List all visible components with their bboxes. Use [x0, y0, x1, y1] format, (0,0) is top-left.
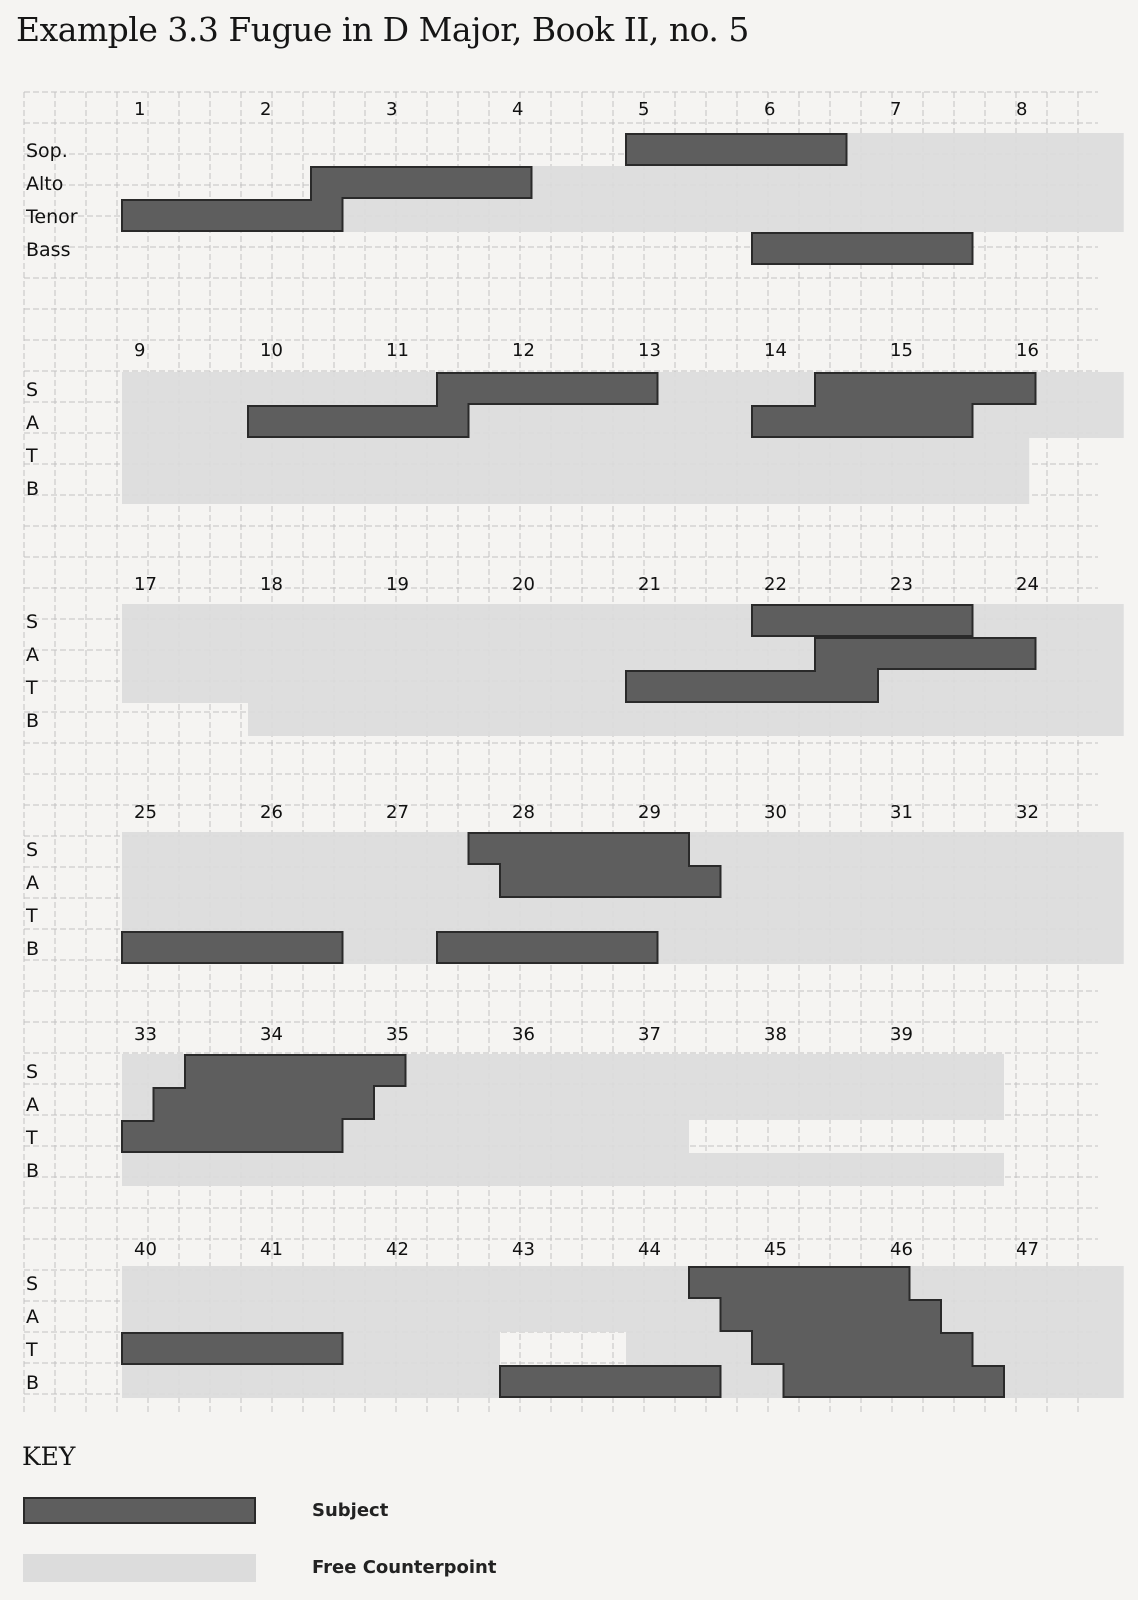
subject-entry-s — [752, 605, 973, 636]
measure-number: 9 — [134, 340, 146, 361]
measure-number: 22 — [764, 574, 787, 595]
voice-label: A — [26, 1094, 39, 1116]
measure-number: 38 — [764, 1024, 787, 1045]
voice-label: T — [26, 677, 38, 699]
measure-number: 46 — [890, 1239, 913, 1260]
free-counterpoint-band — [122, 438, 1029, 471]
free-counterpoint-band — [122, 1153, 1004, 1186]
subject-entry-b — [752, 233, 973, 264]
measure-number: 11 — [386, 340, 409, 361]
subject-entry-sat — [122, 1121, 343, 1152]
measure-number: 47 — [1016, 1239, 1039, 1260]
measure-number: 35 — [386, 1024, 409, 1045]
measure-number: 27 — [386, 802, 409, 823]
subject-entry-at — [122, 200, 343, 231]
subject-entry-b — [437, 932, 658, 963]
measure-number: 4 — [512, 99, 524, 120]
voice-label: Bass — [26, 239, 71, 261]
measure-number: 1 — [134, 99, 146, 120]
measure-number: 18 — [260, 574, 283, 595]
measure-number: 30 — [764, 802, 787, 823]
voice-label: Tenor — [26, 206, 78, 228]
measure-number: 41 — [260, 1239, 283, 1260]
voice-label: S — [26, 1061, 39, 1083]
measure-number: 23 — [890, 574, 913, 595]
voice-label: Alto — [26, 173, 64, 195]
measure-number: 10 — [260, 340, 283, 361]
subject-entry-as — [752, 406, 973, 437]
voice-label: T — [26, 445, 38, 467]
subject-entry-sa — [500, 866, 721, 897]
voice-label: Sop. — [26, 140, 68, 162]
subject-entry-sat — [185, 1055, 406, 1086]
subject-entry-satb — [784, 1366, 1005, 1397]
subject-entry-as — [437, 373, 658, 404]
measure-number: 36 — [512, 1024, 535, 1045]
measure-number: 42 — [386, 1239, 409, 1260]
measure-number: 21 — [638, 574, 661, 595]
subject-entry-sa — [469, 833, 690, 864]
subject-join — [722, 1296, 909, 1302]
free-counterpoint-band — [122, 471, 1029, 504]
measure-number: 5 — [638, 99, 650, 120]
subject-entry-satb — [721, 1300, 942, 1331]
measure-number: 44 — [638, 1239, 661, 1260]
subject-entry-b — [500, 1366, 721, 1397]
voice-label: A — [26, 644, 39, 666]
subject-entry-sat — [154, 1088, 375, 1119]
measure-number: 15 — [890, 340, 913, 361]
measure-number: 3 — [386, 99, 398, 120]
subject-entry-at — [311, 167, 532, 198]
measure-number: 34 — [260, 1024, 283, 1045]
free-counterpoint-band — [122, 1266, 1124, 1299]
voice-label: B — [26, 710, 40, 732]
voice-label: A — [26, 872, 39, 894]
voice-label: S — [26, 611, 39, 633]
subject-entry-as — [815, 373, 1036, 404]
subject-entry-ta — [626, 671, 878, 702]
measure-number: 19 — [386, 574, 409, 595]
subject-join — [753, 1329, 940, 1335]
measure-number: 45 — [764, 1239, 787, 1260]
free-counterpoint-band — [122, 1299, 1124, 1332]
measure-number: 31 — [890, 802, 913, 823]
free-counterpoint-band — [122, 898, 1124, 931]
measure-number: 24 — [1016, 574, 1039, 595]
measure-number: 12 — [512, 340, 535, 361]
measure-number: 8 — [1016, 99, 1028, 120]
subject-join — [816, 402, 972, 408]
voice-label: S — [26, 839, 39, 861]
voice-label: S — [26, 379, 39, 401]
measure-number: 7 — [890, 99, 902, 120]
key-subject-swatch — [23, 1497, 256, 1524]
measure-number: 20 — [512, 574, 535, 595]
voice-label: A — [26, 412, 39, 434]
measure-number: 33 — [134, 1024, 157, 1045]
voice-label: S — [26, 1273, 39, 1295]
measure-number: 17 — [134, 574, 157, 595]
measure-number: 26 — [260, 802, 283, 823]
free-counterpoint-band — [248, 703, 1124, 736]
measure-number: 25 — [134, 802, 157, 823]
subject-join — [312, 196, 342, 202]
subject-join — [438, 402, 468, 408]
voice-label: B — [26, 938, 40, 960]
subject-entry-satb — [689, 1267, 910, 1298]
voice-label: B — [26, 1160, 40, 1182]
key-title: KEY — [22, 1442, 76, 1471]
free-counterpoint-band — [122, 670, 1124, 703]
subject-entry-ta — [815, 638, 1036, 669]
measure-number: 13 — [638, 340, 661, 361]
subject-entry-b — [122, 932, 343, 963]
subject-join — [186, 1084, 373, 1090]
key-free-counterpoint-swatch — [23, 1554, 256, 1582]
measure-number: 6 — [764, 99, 776, 120]
voice-label: B — [26, 478, 40, 500]
subject-join — [155, 1117, 342, 1123]
subject-join — [785, 1362, 972, 1368]
measure-number: 39 — [890, 1024, 913, 1045]
measure-number: 40 — [134, 1239, 157, 1260]
measure-number: 14 — [764, 340, 787, 361]
subject-entry-t — [122, 1333, 343, 1364]
voice-label: T — [26, 905, 38, 927]
voice-label: T — [26, 1339, 38, 1361]
subject-join — [501, 862, 688, 868]
key-subject-label: Subject — [312, 1500, 389, 1521]
voice-label: B — [26, 1372, 40, 1394]
measure-number: 29 — [638, 802, 661, 823]
measure-number: 2 — [260, 99, 272, 120]
subject-entry-s — [626, 134, 847, 165]
measure-number: 16 — [1016, 340, 1039, 361]
measure-number: 32 — [1016, 802, 1039, 823]
voice-label: A — [26, 1306, 39, 1328]
subject-entry-as — [248, 406, 469, 437]
measure-number: 43 — [512, 1239, 535, 1260]
measure-number: 28 — [512, 802, 535, 823]
page-title: Example 3.3 Fugue in D Major, Book II, no. 5 — [16, 10, 749, 49]
subject-join — [816, 667, 877, 673]
voice-label: T — [26, 1127, 38, 1149]
measure-number: 37 — [638, 1024, 661, 1045]
subject-entry-satb — [752, 1333, 973, 1364]
key-free-counterpoint-label: Free Counterpoint — [312, 1557, 497, 1578]
